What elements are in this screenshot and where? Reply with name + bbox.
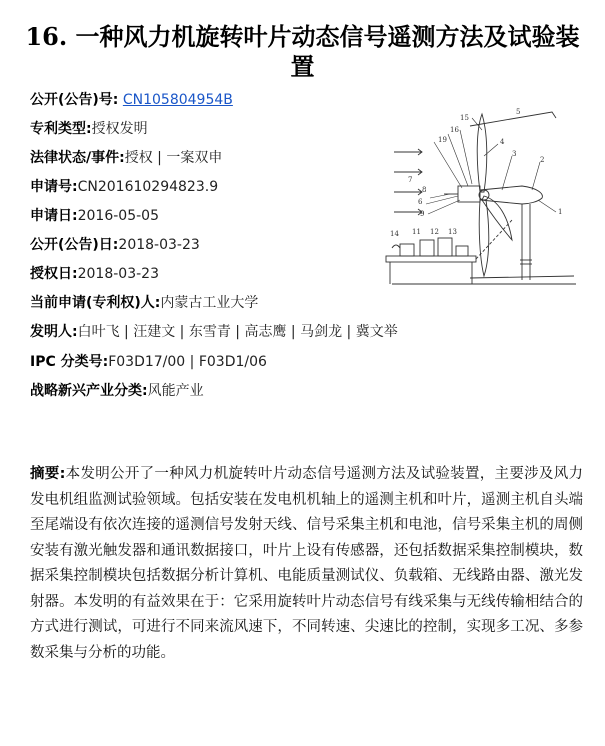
- ref-label: 14: [390, 230, 399, 238]
- field-value: CN201610294823.9: [77, 179, 219, 195]
- ref-label: 16: [450, 126, 459, 134]
- field-value: 白叶飞 | 汪建文 | 东雪青 | 高志鹰 | 马剑龙 | 冀文举: [77, 324, 398, 340]
- field-label: 战略新兴产业分类:: [30, 383, 148, 399]
- field-label: 法律状态/事件:: [30, 150, 125, 166]
- field-label: IPC 分类号:: [30, 354, 109, 370]
- field-app-date: [30, 206, 159, 226]
- field-pub-date: [30, 235, 200, 255]
- ref-label: 1: [558, 208, 563, 216]
- field-value: 2018-03-23: [77, 266, 159, 282]
- ref-label: 13: [448, 228, 457, 236]
- patent-title: 16. 一种风力机旋转叶片动态信号遥测方法及试验装置: [25, 22, 580, 81]
- field-label: 申请日:: [30, 208, 78, 224]
- ref-label: 2: [540, 156, 545, 164]
- pub-no-link[interactable]: CN105804954B: [122, 92, 233, 108]
- field-label: 申请号:: [30, 179, 78, 195]
- ref-label: 11: [412, 228, 421, 236]
- abstract-text: 本发明公开了一种风力机旋转叶片动态信号遥测方法及试验装置，主要涉及风力发电机组监测试验领域。包括安装在发电机机轴上的遥测主机和叶片，遥测主机自头端至尾端设有依次连接的遥测信号发射天线、信号采集主机和电池，信号采集主机的周侧安装有激光触发器和通讯数据接口，叶片上设有传感器，还包括数据采集控制模块，数据采集控制模块包括数据分析计算机、电能质量测试仪、负载箱、无线路由器、激光发射器。本发明的有益效果在于：它采用旋转叶片动态信号有线采集与无线传输相结合的方式进行测试，可进行不同来流风速下，不同转速、尖速比的控制，实现多工况、多参数采集与分析的功能。: [30, 466, 583, 661]
- ref-label: 15: [460, 114, 469, 122]
- field-label: 专利类型:: [30, 121, 92, 137]
- telemetry-host: [458, 186, 480, 202]
- field-ipc: [30, 352, 267, 372]
- ref-label: 4: [500, 138, 505, 146]
- field-legal-status: [30, 148, 222, 168]
- ref-label: 5: [516, 108, 521, 116]
- field-industry: [30, 381, 204, 401]
- field-label: 公开(公告)号:: [30, 92, 119, 108]
- blade-lower: [479, 200, 489, 276]
- ref-label: 9: [420, 210, 425, 218]
- field-patent-type: [30, 119, 148, 139]
- field-value: F03D17/00 | F03D1/06: [108, 354, 267, 370]
- ref-label: 8: [422, 186, 427, 194]
- ref-label: 7: [408, 176, 413, 184]
- ref-label: 3: [512, 150, 517, 158]
- field-pub-no: [30, 90, 233, 110]
- field-value: 内蒙古工业大学: [160, 295, 259, 311]
- field-grant-date: [30, 264, 159, 284]
- abstract: [30, 462, 583, 666]
- abstract-label: 摘要:: [30, 466, 66, 482]
- field-value: 2018-03-23: [118, 237, 200, 253]
- field-value: 授权发明: [91, 121, 148, 137]
- ref-label: 6: [418, 198, 423, 206]
- field-label: 发明人:: [30, 324, 78, 340]
- field-label: 公开(公告)日:: [30, 237, 119, 253]
- field-value: 风能产业: [147, 383, 204, 399]
- field-applicant: [30, 293, 258, 313]
- ref-label: 12: [430, 228, 439, 236]
- field-label: 授权日:: [30, 266, 78, 282]
- field-value: 授权 | 一案双申: [124, 150, 223, 166]
- ref-label: 19: [438, 136, 447, 144]
- field-inventors: [30, 322, 398, 342]
- field-label: 当前申请(专利权)人:: [30, 295, 161, 311]
- field-value: 2016-05-05: [77, 208, 159, 224]
- patent-figure: [372, 100, 584, 304]
- field-app-no: [30, 177, 218, 197]
